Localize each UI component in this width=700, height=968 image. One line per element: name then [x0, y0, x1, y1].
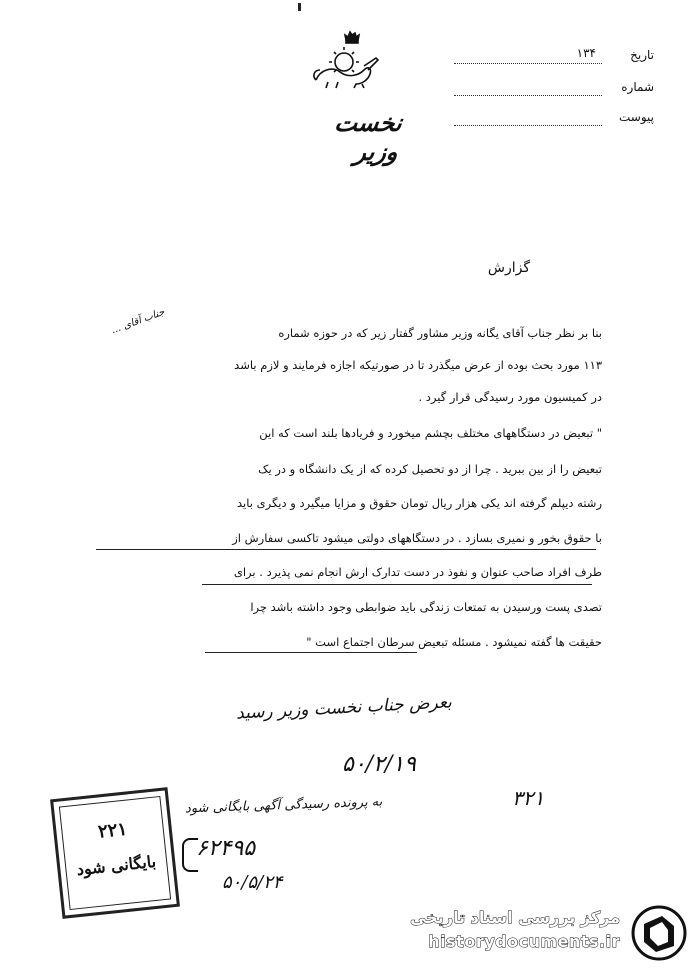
stamp-text: بایگانی شود — [75, 851, 157, 880]
underline-3 — [205, 652, 417, 653]
handwritten-note-1: بعرض جناب نخست وزیر رسید — [235, 692, 453, 724]
report-heading: گزارش — [487, 260, 530, 276]
watermark — [400, 900, 692, 962]
quote-line-3: رشته دیپلم گرفته اند یکی هزار ریال تومان حقوق و مزایا میگیرد و دیگری باید — [237, 496, 602, 510]
attachment-field — [454, 110, 654, 130]
top-mark — [298, 3, 301, 11]
stamp-number: ۲۲۱ — [97, 818, 129, 843]
attachment-label: پیوست — [619, 110, 654, 124]
margin-annotation: جناب آقای ... — [109, 306, 167, 337]
intro-line-1: بنا بر نظر جناب آقای یگانه وزیر مشاور گفتار زیر که در حوزه شماره — [278, 326, 602, 340]
archive-logo-icon — [630, 904, 688, 962]
number-line — [454, 95, 602, 96]
quote-line-2: تبعیض را از بین ببرید . چرا از دو تحصیل کرده که از یک دانشگاه و در یک — [258, 462, 602, 476]
quote-line-4: با حقوق بخور و نمیری بسازد . در دستگاههای دولتی میشود تاکسی سفارش از — [232, 531, 602, 545]
intro-line-2: ۱۱۳ مورد بحث بوده از عرض میگذرد تا در صورتیکه اجازه فرمایند و لازم باشد — [234, 358, 602, 372]
quote-line-6: تصدی پست ورسیدن به تمتعات زندگی باید ضوابطی وجود داشته باشد چرا — [250, 600, 602, 614]
quote-line-5: طرف افراد صاحب عنوان و نفوذ در دست تدارک ارش انجام نمی پذیرد . برای — [233, 565, 602, 579]
lion-and-sun-emblem — [306, 30, 382, 92]
watermark-url: historydocuments.ir — [428, 932, 620, 951]
attachment-line — [454, 125, 602, 126]
date-field — [454, 48, 654, 68]
intro-line-3: در کمیسیون مورد رسیدگی قرار گیرد . — [418, 390, 602, 404]
handwritten-ref-number: ۳۲۱ — [512, 786, 545, 810]
number-field — [454, 80, 654, 100]
quote-line-7: حقیقت ها گفته نمیشود . مسئله تبعیض سرطان اجتماع است " — [306, 635, 602, 649]
watermark-title: مرکز بررسی اسناد تاریخی — [410, 908, 620, 927]
underline-2 — [202, 584, 592, 585]
letterhead-title: نخست وزیر — [332, 108, 405, 166]
number-label: شماره — [621, 80, 654, 94]
date-line — [454, 63, 602, 64]
handwritten-date-2: ۵۰/۵/۲۴ — [222, 872, 283, 893]
bracket-mark — [182, 838, 198, 872]
handwritten-date-1: ۵۰/۲/۱۹ — [342, 752, 416, 777]
date-label: تاریخ — [630, 48, 654, 62]
quote-line-1: " تبعیض در دستگاههای مختلف بچشم میخورد و فریادها بلند است که این — [259, 426, 602, 440]
underline-1 — [96, 549, 596, 550]
handwritten-note-2: به پرونده رسیدگی آگهی بایگانی شود — [184, 794, 383, 817]
date-value: ۱۳۴ — [576, 46, 596, 60]
archive-stamp — [50, 787, 180, 919]
handwritten-number-2: ۶۲۴۹۵ — [196, 836, 256, 861]
